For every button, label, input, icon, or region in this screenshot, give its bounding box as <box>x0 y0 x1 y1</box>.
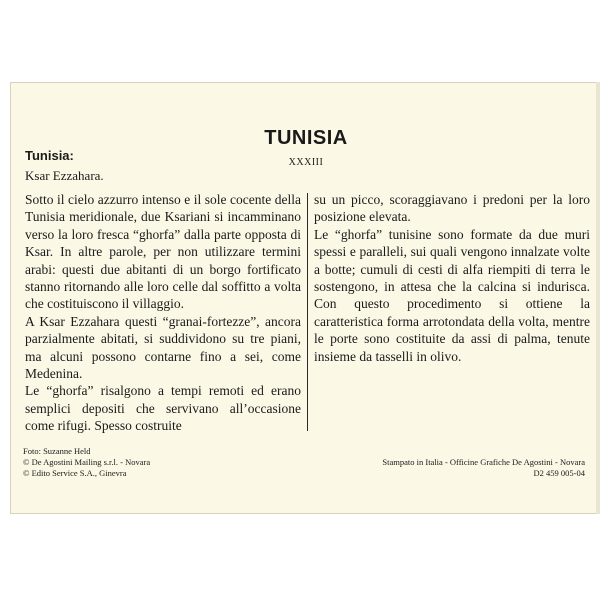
credit-line: © Edito Service S.A., Ginevra <box>23 468 127 478</box>
paragraph: Le “ghorfa” tunisine sono formate da due muri spessi e paralleli, sui quali vengono innalzate volte a botte; cumuli di cesti di alfa riempiti di terra le sostengono, in attesa che la calcina si indurisca. Con questo procedimento si ottiene la caratteristica forma arrotondata della volta, mentre le porte sono costituite da assi di palma, tenute insieme da tasselli in olivo. <box>314 226 590 364</box>
text-column-left <box>25 191 301 435</box>
credit-line: © De Agostini Mailing s.r.l. - Novara <box>23 457 151 467</box>
column-divider <box>307 193 308 431</box>
paragraph: su un picco, scoraggiavano i predoni per la loro posizione elevata. <box>314 192 590 225</box>
paragraph: Sotto il cielo azzurro intenso e il sole cocente della Tunisia meridionale, due Ksariani si incamminano verso la loro fresca “ghorfa” dalla parte opposta di Ksar. In altre parole, per non utilizzare termini arabi: questi due abitanti di un borgo fortificato stanno ritornando alle loro celle dal soffitto a volta che costituiscono il villaggio. <box>25 192 301 312</box>
paragraph: Le “ghorfa” risalgono a tempi remoti ed erano semplici depositi che servivano all’occasione come rifugi. Spesso costruite <box>25 383 301 434</box>
subject-heading <box>25 147 104 185</box>
printer-code: D2 459 005-04 <box>533 468 585 478</box>
printer-line: Stampato in Italia - Officine Grafiche De Agostini - Novara <box>382 457 585 467</box>
card-number: XXXIII <box>288 157 324 168</box>
paragraph: A Ksar Ezzahara questi “granai-fortezze”, ancora parzialmente abitati, si suddividono su tre piani, ma alcuni possono contarne fino a sei, come Medenina. <box>25 313 301 382</box>
info-card <box>10 82 600 514</box>
card-title: TUNISIA <box>264 127 348 149</box>
printer-info <box>382 457 585 479</box>
card-edge <box>596 82 600 514</box>
credit-line: Foto: Suzanne Held <box>23 446 91 456</box>
photo-credits <box>23 446 150 479</box>
country-label: Tunisia: <box>25 148 74 163</box>
place-label: Ksar Ezzahara. <box>25 168 104 183</box>
text-column-right <box>314 191 590 365</box>
